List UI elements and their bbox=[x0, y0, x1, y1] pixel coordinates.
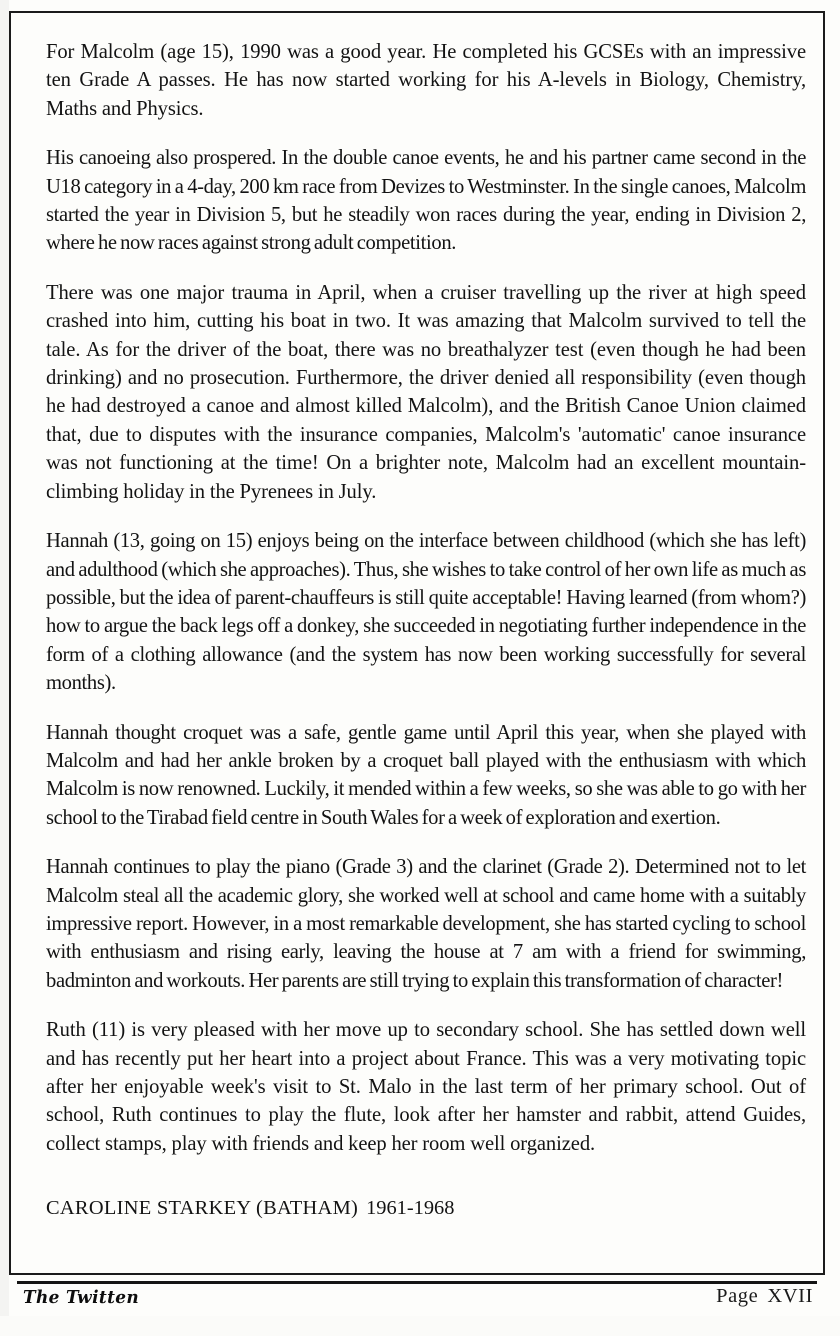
page-label: Page bbox=[716, 1285, 759, 1307]
scan-edge-left bbox=[0, 0, 9, 1336]
scan-edge-bottom bbox=[0, 1316, 840, 1336]
page-number: XVII bbox=[767, 1285, 813, 1307]
paragraph-hannah-music: Hannah continues to play the piano (Grade 3) and the clarinet (Grade 2). Determined not to let Malcolm steal all the academic glory, she worked well at school and came home with a suitably impressive report. However, in a most remarkable development, she has started cycling to school with enthusiasm and rising early, leaving the house at 7 am with a friend for swimming, badminton and workouts. Her parents are still trying to explain this transformation of character! bbox=[46, 856, 806, 992]
publication-title: The Twitten bbox=[23, 1287, 140, 1308]
paragraph-malcolm-canoeing: His canoeing also prospered. In the double canoe events, he and his partner came second in the U18 category in a 4-day, 200 km race from Devizes to Westminster. In the single canoes, Malcolm started the year in Division 5, but he steadily won races during the year, ending in Division 2, where he now races against strong adult competition. bbox=[46, 147, 806, 255]
footer-divider bbox=[17, 1281, 817, 1284]
author-signature bbox=[46, 1194, 806, 1222]
page-number-block bbox=[716, 1285, 813, 1308]
author-years: 1961-1968 bbox=[366, 1197, 455, 1220]
paragraph-hannah-croquet: Hannah thought croquet was a safe, gentle game until April this year, when she played with Malcolm and had her ankle broken by a croquet ball played with the enthusiasm with which Malcolm is now renowned. Luckily, it mended within a few weeks, so she was able to go with her school to the Tirabad field centre in South Wales for a week of exploration and exertion. bbox=[46, 721, 806, 829]
paragraph-hannah-independence: Hannah (13, going on 15) enjoys being on the interface between childhood (which she has left) and adulthood (which she approaches). Thus, she wishes to take control of her own life as much as possible, but the idea of parent-chauffeurs is still quite acceptable! Having learned (from whom?) how to argue the back legs off a donkey, she succeeded in negotiating further independence in the form of a clothing allowance (and the system has now been working successfully for several months). bbox=[46, 530, 806, 695]
paragraph-malcolm-accident: There was one major trauma in April, when a cruiser travelling up the river at high speed crashed into him, cutting his boat in two. It was amazing that Malcolm survived to tell the tale. As for the driver of the boat, there was no breathalyzer test (even though he had been drinking) and no prosecution. Furthermore, the driver denied all responsibility (even though he had destroyed a canoe and almost killed Malcolm), and the British Canoe Union claimed that, due to disputes with the insurance companies, Malcolm's 'automatic' canoe insurance was not functioning at the time! On a brighter note, Malcolm had an excellent mountain-climbing holiday in the Pyrenees in July. bbox=[46, 281, 806, 503]
author-name: CAROLINE STARKEY (BATHAM) bbox=[46, 1197, 359, 1220]
paragraph-malcolm-gcse: For Malcolm (age 15), 1990 was a good year. He completed his GCSEs with an impressive ten Grade A passes. He has now started working for his A-levels in Biology, Chemistry, Maths and Physics. bbox=[46, 41, 806, 120]
page-footer bbox=[9, 1281, 825, 1315]
paragraph-ruth-school: Ruth (11) is very pleased with her move up to secondary school. She has settled down well and has recently put her heart into a project about France. This was a very motivating topic after her enjoyable week's visit to St. Malo in the last term of her primary school. Out of school, Ruth continues to play the flute, look after her hamster and rabbit, attend Guides, collect stamps, play with friends and keep her room well organized. bbox=[46, 1019, 806, 1155]
page-content bbox=[46, 38, 806, 1222]
